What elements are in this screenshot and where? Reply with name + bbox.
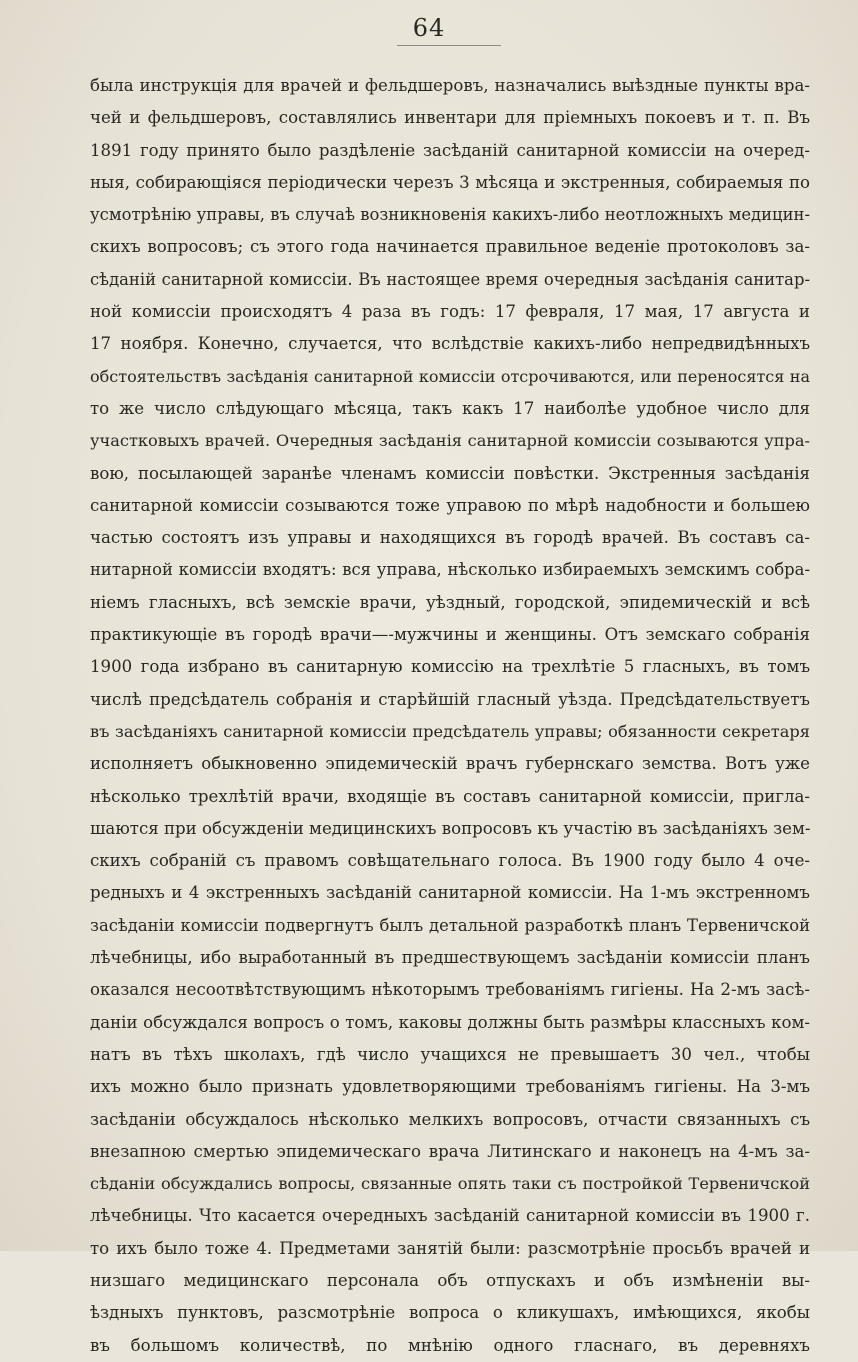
text-line: лѣчебницы. Что касается очередныхъ засѣданій санитарной комиссіи въ 1900 г. — [90, 1206, 810, 1226]
text-line: ной комиссіи происходятъ 4 раза въ годъ: 17 февраля, 17 мая, 17 августа и — [90, 302, 810, 322]
text-line: редныхъ и 4 экстренныхъ засѣданій санитарной комиссіи. На 1-мъ экстренномъ — [90, 883, 810, 903]
text-line: частью состоятъ изъ управы и находящихся въ городѣ врачей. Въ составъ са- — [90, 528, 810, 548]
text-line: оказался несоотвѣтствующимъ нѣкоторымъ требованіямъ гигіены. На 2-мъ засѣ- — [90, 980, 810, 1000]
text-line: засѣданіи комиссіи подвергнутъ былъ детальной разработкѣ планъ Тервеничской — [90, 915, 810, 935]
text-line: въ большомъ количествѣ, по мнѣнію одного гласнаго, въ деревняхъ — [90, 1335, 810, 1355]
text-line: натъ въ тѣхъ школахъ, гдѣ число учащихся не превышаетъ 30 чел., чтобы — [90, 1044, 810, 1064]
text-line: скихъ вопросовъ; съ этого года начинается правильное веденіе протоколовъ за- — [90, 237, 810, 257]
text-line: ніемъ гласныхъ, всѣ земскіе врачи, уѣздный, городской, эпидемическій и всѣ — [90, 592, 810, 612]
text-line: 1891 году принято было раздѣленіе засѣданій санитарной комиссіи на очеред- — [90, 140, 810, 160]
text-line: санитарной комиссіи созываются тоже управою по мѣрѣ надобности и большею — [90, 495, 810, 515]
text-line: исполняетъ обыкновенно эпидемическій врачъ губернскаго земства. Вотъ уже — [90, 754, 810, 774]
text-line: участковыхъ врачей. Очередныя засѣданія санитарной комиссіи созываются упра- — [90, 431, 810, 451]
text-line: ѣздныхъ пунктовъ, разсмотрѣніе вопроса о кликушахъ, имѣющихся, якобы — [90, 1303, 810, 1323]
text-line: вою, посылающей заранѣе членамъ комиссіи повѣстки. Экстренныя засѣданія — [90, 463, 810, 483]
body-text — [90, 70, 810, 1362]
text-line: внезапною смертью эпидемическаго врача Литинскаго и наконецъ на 4-мъ за- — [90, 1141, 810, 1161]
text-line: въ засѣданіяхъ санитарной комиссіи предсѣдатель управы; обязанности секретаря — [90, 721, 810, 741]
text-line: нѣсколько трехлѣтій врачи, входящіе въ составъ санитарной комиссіи, пригла- — [90, 786, 810, 806]
text-line: ихъ можно было признать удовлетворяющими требованіямъ гигіены. На 3-мъ — [90, 1077, 810, 1097]
text-line: 17 ноября. Конечно, случается, что вслѣдствіе какихъ-либо непредвидѣнныхъ — [90, 334, 810, 354]
text-line: низшаго медицинскаго персонала объ отпускахъ и объ измѣненіи вы- — [90, 1270, 810, 1290]
page-number: 64 — [412, 14, 446, 42]
text-line: 1900 года избрано въ санитарную комиссію на трехлѣтіе 5 гласныхъ, въ томъ — [90, 657, 810, 677]
text-line: ныя, собирающіяся періодически черезъ 3 мѣсяца и экстренныя, собираемыя по — [90, 172, 810, 192]
text-line: то же число слѣдующаго мѣсяца, такъ какъ 17 наиболѣе удобное число для — [90, 398, 810, 418]
text-line: сѣданій санитарной комиссіи. Въ настоящее время очередныя засѣданія санитар- — [90, 269, 810, 289]
text-line: засѣданіи обсуждалось нѣсколько мелкихъ вопросовъ, отчасти связанныхъ съ — [90, 1109, 810, 1129]
text-line: шаются при обсужденіи медицинскихъ вопросовъ къ участію въ засѣданіяхъ зем- — [90, 818, 810, 838]
text-line: даніи обсуждался вопросъ о томъ, каковы должны быть размѣры классныхъ ком- — [90, 1012, 810, 1032]
text-line: обстоятельствъ засѣданія санитарной комиссіи отсрочиваются, или переносятся на — [90, 366, 810, 386]
header-rule — [397, 45, 501, 46]
text-line: то ихъ было тоже 4. Предметами занятій были: разсмотрѣніе просьбъ врачей и — [90, 1238, 810, 1258]
text-line: числѣ предсѣдатель собранія и старѣйшій гласный уѣзда. Предсѣдательствуетъ — [90, 689, 810, 709]
text-line: лѣчебницы, ибо выработанный въ предшествующемъ засѣданіи комиссіи планъ — [90, 948, 810, 968]
text-line: нитарной комиссіи входятъ: вся управа, нѣсколько избираемыхъ земскимъ собра- — [90, 560, 810, 580]
text-line: была инструкція для врачей и фельдшеровъ, назначались выѣздные пункты вра- — [90, 76, 810, 95]
text-line: чей и фельдшеровъ, составлялись инвентари для пріемныхъ покоевъ и т. п. Въ — [90, 108, 810, 128]
text-line: усмотрѣнію управы, въ случаѣ возникновенія какихъ-либо неотложныхъ медицин- — [90, 205, 810, 225]
text-line: практикующіе въ городѣ врачи—-мужчины и женщины. Отъ земскаго собранія — [90, 625, 810, 645]
text-line: сѣданіи обсуждались вопросы, связанные опять таки съ постройкой Тервеничской — [90, 1174, 810, 1194]
text-line: скихъ собраній съ правомъ совѣщательнаго голоса. Въ 1900 году было 4 оче- — [90, 851, 810, 871]
